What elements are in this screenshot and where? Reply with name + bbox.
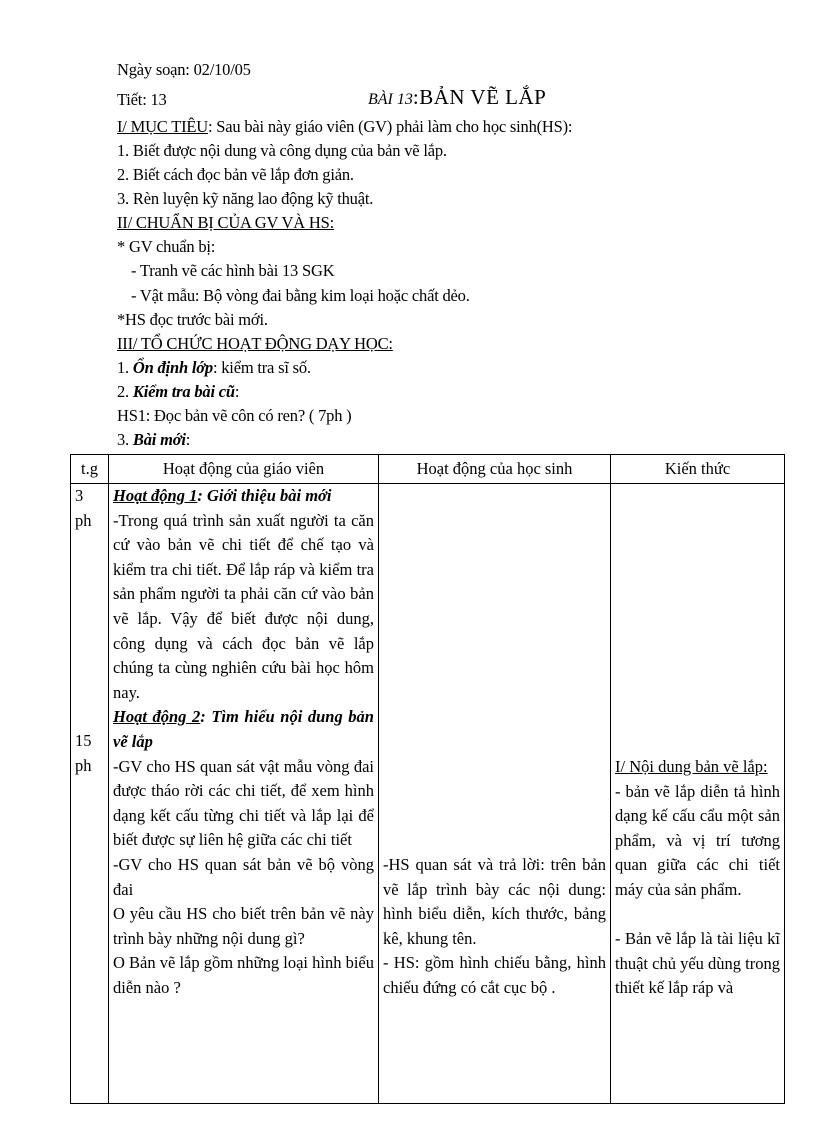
time-1-unit: ph xyxy=(75,510,92,530)
activity-1-body: -Trong quá trình sản xuất người ta căn cứ vào bản vẽ chi tiết để chế tạo và kiểm tra chi tiết. Để lắp ráp và kiểm tra sản phẩm người ta phải căn cứ vào bản vẽ lắp. Vậy để biết được nội dung, công dụng và cách đọc bản vẽ lắp chúng ta cùng nghiên cứu bài học hôm nay. xyxy=(113,510,374,702)
header-knowledge: Kiến thức xyxy=(611,455,785,484)
step-label: Kiểm tra bài cũ xyxy=(132,382,235,401)
step-3 xyxy=(117,430,190,450)
knowledge-heading-colon: : xyxy=(763,757,768,776)
lesson-colon: : xyxy=(412,85,420,109)
time-1-value: 3 xyxy=(75,486,84,505)
preparation-heading: II/ CHUẨN BỊ CỦA GV VÀ HS: xyxy=(117,213,334,232)
header-teacher: Hoạt động của giáo viên xyxy=(109,455,379,484)
header-student: Hoạt động của học sinh xyxy=(379,455,611,484)
knowledge-heading xyxy=(615,755,780,780)
period-line: Tiết: 13 xyxy=(117,90,167,109)
knowledge-cell xyxy=(611,484,785,1104)
objective-item: 3. Rèn luyện kỹ năng lao động kỹ thuật. xyxy=(117,189,374,208)
activity-1-title xyxy=(113,484,374,509)
lesson-name: BẢN VẼ LẮP xyxy=(419,85,547,109)
table-header-row xyxy=(71,455,785,484)
objectives-line xyxy=(117,117,572,137)
date-line: Ngày soạn: 02/10/05 xyxy=(117,60,251,79)
table-row xyxy=(71,484,785,1104)
knowledge-heading-text: I/ Nội dung bản vẽ lắp xyxy=(615,757,764,776)
objectives-intro: : Sau bài này giáo viên (GV) phải làm cho học sinh(HS): xyxy=(208,117,573,136)
knowledge-paragraph: - bản vẽ lắp diễn tả hình dạng kế cấu cẩu một sản phẩm, và vị trí tương quan giữa các chi tiết máy của sản phẩm. xyxy=(615,781,780,899)
student-prep: *HS đọc trước bài mới. xyxy=(117,310,268,329)
student-answer: - HS: gồm hình chiếu bằng, hình chiếu đứng có cắt cục bộ . xyxy=(383,953,606,997)
teacher-activity-cell xyxy=(109,484,379,1104)
activities-heading: III/ TỔ CHỨC HOẠT ĐỘNG DẠY HỌC: xyxy=(117,334,393,353)
lesson-title xyxy=(368,85,546,110)
header-time: t.g xyxy=(71,455,109,484)
knowledge-paragraph: - Bản vẽ lắp là tài liệu kĩ thuật chủ yếu dùng trong thiết kế lắp ráp và xyxy=(615,929,780,998)
step-1 xyxy=(117,358,311,378)
activity-2-paragraph: -GV cho HS quan sát vật mẫu vòng đai được tháo rời các chi tiết, để xem hình dạng kết cấu từng chi tiết và lắp lại để biết được sự liên hệ giữa các chi tiết xyxy=(113,756,374,850)
lesson-activity-table xyxy=(70,454,785,1104)
teacher-prep-item: - Vật mẫu: Bộ vòng đai bằng kim loại hoặc chất dẻo. xyxy=(131,286,470,305)
activity-2-paragraph: -GV cho HS quan sát bản vẽ bộ vòng đai xyxy=(113,854,374,899)
time-cell xyxy=(71,484,109,1104)
objective-item: 2. Biết cách đọc bản vẽ lắp đơn giản. xyxy=(117,165,354,184)
old-lesson-question: HS1: Đọc bản vẽ côn có ren? ( 7ph ) xyxy=(117,406,352,425)
activity-2-title xyxy=(113,705,374,754)
step-number: 3. xyxy=(117,430,129,449)
activity-1-subtitle: : Giới thiệu bài mới xyxy=(197,486,332,505)
activity-2-paragraph: O Bản vẽ lắp gồm những loại hình biểu diễn nào ? xyxy=(113,953,374,997)
teacher-prep-item: - Tranh vẽ các hình bài 13 SGK xyxy=(131,261,335,280)
objective-item: 1. Biết được nội dung và công dụng của bản vẽ lắp. xyxy=(117,141,447,160)
step-number: 2. xyxy=(117,382,129,401)
objectives-heading: I/ MỤC TIÊU xyxy=(117,117,208,136)
activity-2-paragraph: O yêu cầu HS cho biết trên bản vẽ này trình bày những nội dung gì? xyxy=(113,904,374,948)
student-activity-cell xyxy=(379,484,611,1104)
step-2 xyxy=(117,382,239,402)
step-label: Bài mới xyxy=(132,430,186,449)
activity-1-label: Hoạt động 1 xyxy=(113,486,198,505)
teacher-prep-label: * GV chuẩn bị: xyxy=(117,237,216,256)
step-text: : xyxy=(185,430,191,449)
lesson-number: BÀI 13 xyxy=(368,91,413,108)
step-number: 1. xyxy=(117,358,129,377)
activity-2-subtitle: : Tìm hiểu nội dung bản vẽ lắp xyxy=(113,707,374,751)
activity-2-label: Hoạt động 2 xyxy=(113,707,201,727)
step-label: Ổn định lớp xyxy=(132,358,213,377)
step-text: : kiểm tra sĩ số. xyxy=(212,358,311,377)
time-2-unit: ph xyxy=(75,755,92,775)
step-text: : xyxy=(234,382,240,401)
time-2-value: 15 xyxy=(75,731,92,751)
student-answer: -HS quan sát và trả lời: trên bản vẽ lắp trình bày các nội dung: hình biểu diễn, kích thước, bảng kê, khung tên. xyxy=(383,855,606,948)
